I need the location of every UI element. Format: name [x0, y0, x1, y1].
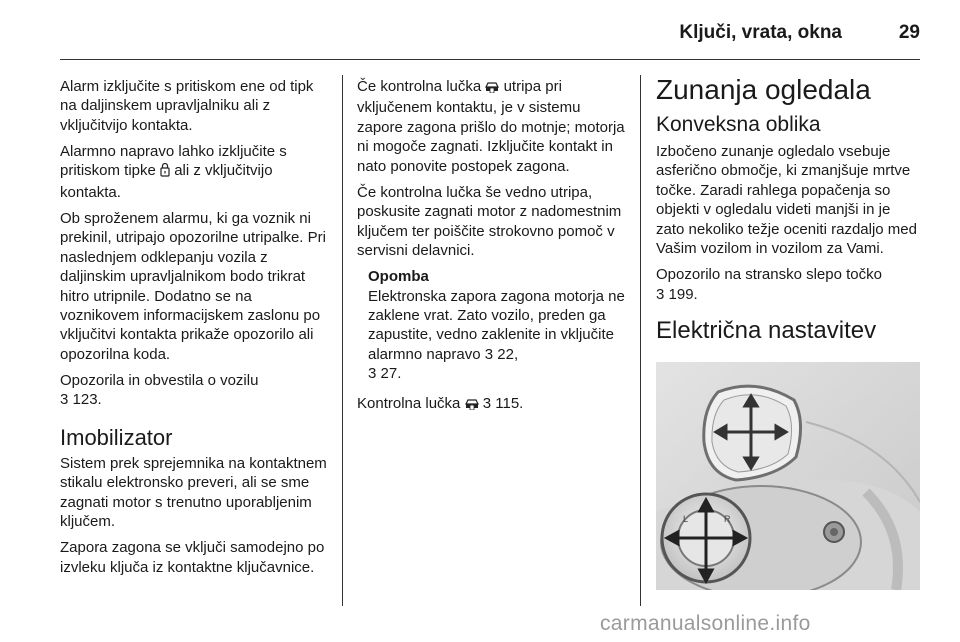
- figure-label-left: L: [683, 514, 689, 525]
- paragraph: Zapora zagona se vključi samodejno po izvleku ključa iz kontaktne ključavnice.: [60, 539, 325, 576]
- paragraph: Izbočeno zunanje ogledalo vsebuje asferično območje, ki zmanjšuje mrtve točke. Zaradi rahlega popačenja so objekti v ogledalu videti manjši in je zato nekoliko težje oceniti razdaljo med Vašim vozilom in vozilom za Vami.: [656, 143, 917, 258]
- padlock-icon: [160, 162, 170, 182]
- paragraph: Opozorila in obvestila o vozilu 3 123.: [60, 371, 332, 410]
- column-divider: [640, 75, 641, 606]
- note-title: Opomba: [368, 268, 429, 286]
- paragraph: Alarmno napravo lahko izključite s pritiskom tipke ali z vključitvijo kontakta.: [60, 143, 287, 201]
- column-right: [656, 74, 922, 590]
- paragraph: Alarm izključite s pritiskom ene od tipk na daljinskem upravljalniku ali z vključitvijo kontakta.: [60, 78, 314, 134]
- page-header: [0, 0, 960, 60]
- immobilizer-icon: [485, 79, 499, 98]
- paragraph: Sistem prek sprejemnika na kontaktnem stikalu elektronsko preveri, ali se sme zagnati motor s trenutno uporabljenim ključem.: [60, 454, 327, 531]
- column-divider: [342, 75, 343, 606]
- subsection-heading: Konveksna oblika: [656, 113, 821, 136]
- section-heading: Električna nastavitev: [656, 317, 877, 345]
- chapter-title: Ključi, vrata, okna: [679, 22, 842, 43]
- paragraph: Ob sproženem alarmu, ki ga voznik ni prekinil, utripajo opozorilne utripalke. Pri naslednjem odklepanju vozila z daljinskim upravljalnikom bodo trikrat hitro utripnile. Dodatno se na voznikovem informacijskem zaslonu po vključitvi kontakta prikaže opozorilo ali opozorilna koda.: [60, 210, 326, 363]
- page-reference: 3 123.: [60, 391, 102, 409]
- page-number: 29: [898, 22, 920, 43]
- paragraph: Če kontrolna lučka še vedno utripa, poskusite zagnati motor z nadomestnim ključem ter poiščite strokovno pomoč v servisni delavnici.: [357, 183, 622, 260]
- watermark: carmanualsonline.info: [600, 612, 811, 635]
- mirror-control-illustration: [656, 362, 920, 590]
- page-reference: 3 199.: [656, 285, 698, 303]
- section-heading: Zunanja ogledala: [656, 74, 871, 105]
- header-divider: [60, 59, 920, 60]
- paragraph: Opozorilo na stransko slepo točko 3 199.: [656, 265, 922, 304]
- page-reference: 3 115.: [482, 394, 524, 412]
- note-text: Elektronska zapora zagona motorja ne zaklene vrat. Zato vozilo, preden ga zapustite, vedno zaklenite in vključite alarmno napravo: [368, 287, 625, 363]
- section-heading: Imobilizator: [60, 424, 173, 450]
- note-box: [368, 267, 629, 383]
- column-middle: [357, 77, 629, 422]
- paragraph: Kontrolna lučka 3 115.: [357, 394, 629, 415]
- page-reference: 3 27.: [368, 365, 402, 383]
- figure-label-right: R: [724, 514, 731, 525]
- page-reference: 3 22,: [484, 345, 519, 363]
- immobilizer-icon: [465, 396, 479, 415]
- paragraph: Če kontrolna lučka utripa pri vključenem kontaktu, je v sistemu zapore zagona prišlo do motnje; motorja ni mogoče zagnati. Izključite kontakt in nato ponovite postopek zagona.: [357, 78, 625, 175]
- column-left: [60, 77, 332, 584]
